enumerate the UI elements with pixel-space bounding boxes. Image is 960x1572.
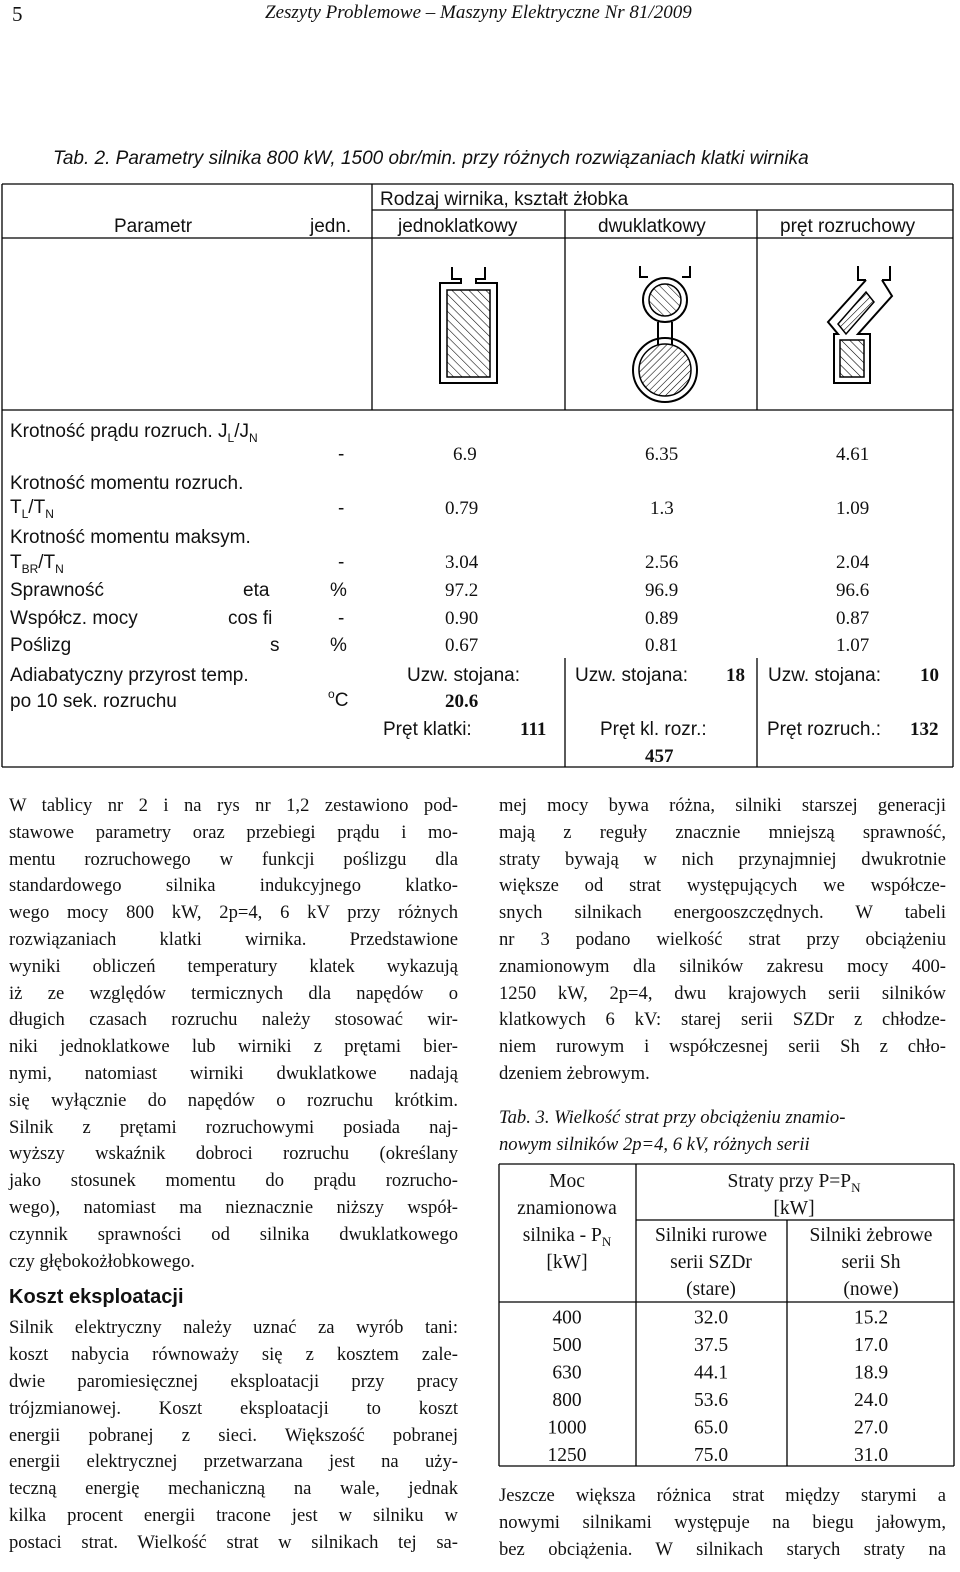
t2-group-header: Rodzaj wirnika, kształt żłobka — [380, 189, 629, 210]
t2-row4-unit: % — [330, 580, 347, 601]
text-line: większe od strat występujących we współcze- — [499, 875, 946, 897]
text-line: iż ze względów termicznych dla napędów o — [9, 982, 458, 1004]
text-line: koszt nabycia równoważy się z kosztem zale- — [9, 1344, 458, 1366]
t3-head-old-1: Silniki rurowe — [654, 1225, 768, 1246]
journal-title: Zeszyty Problemowe – Maszyny Elektryczne Nr 81/2009 — [265, 2, 692, 23]
t3-cell: 53.6 — [693, 1390, 729, 1411]
text-line: kilka procent energii tracone jest w silniku w — [9, 1504, 458, 1526]
double-cage-slot-icon — [633, 266, 697, 402]
t3-head-power-4: [kW] — [546, 1252, 588, 1273]
t2-bar-label-2: Pręt kl. rozr.: — [600, 719, 707, 740]
t3-cell: 1250 — [547, 1445, 587, 1466]
t2-row6-unit: % — [330, 635, 347, 656]
t2-row4-symbol: eta — [243, 580, 270, 601]
text-line: wyniki obliczeń temperatury klatek wykazują — [9, 955, 458, 977]
t3-cell: 800 — [552, 1390, 582, 1411]
t2-stator-label-2: Uzw. stojana: — [575, 665, 688, 686]
t2-row3-label: Krotność momentu maksym. — [10, 527, 251, 548]
t3-cell: 37.5 — [693, 1335, 729, 1356]
t3-head-losses-1: Straty przy $P=P_N$ — [727, 1171, 861, 1195]
t2-row3-v2: 2.56 — [645, 552, 679, 573]
left-paragraph-2 — [9, 1315, 458, 1556]
t2-row2-unit: - — [338, 498, 345, 519]
right-paragraph-2 — [499, 1483, 946, 1563]
text-line: długich czasach rozruchu należy stosować wir- — [9, 1009, 458, 1031]
t2-bar-value-3: 132 — [910, 719, 939, 740]
t2-row5-label: Współcz. mocy — [10, 608, 138, 629]
t2-bar-value-2: 457 — [645, 746, 674, 767]
t2-col-unit: jedn. — [310, 216, 352, 237]
t3-head-old-2: serii SZDr — [670, 1252, 752, 1273]
text-line: wego), natomiast ma nieznacznie niższy współ- — [9, 1196, 458, 1218]
t3-head-power-2: znamionowa — [517, 1198, 617, 1219]
text-line: standardowego silnika indukcyjnego klatko- — [9, 875, 458, 897]
t2-row4-label: Sprawność — [10, 580, 104, 601]
right-column — [499, 793, 946, 1158]
t2-row3-v3: 2.04 — [836, 552, 870, 573]
page-number: 5 — [12, 2, 23, 26]
text-line: czy głębokożłobkowego. — [9, 1250, 195, 1272]
t2-row1-label: Krotność prądu rozruch. $J_L/J_N$ — [10, 421, 258, 445]
text-line: stawowe parametry oraz przebiegi prądu i mo- — [9, 821, 458, 843]
t2-row5-v1: 0.90 — [445, 608, 479, 629]
text-line: bez obciążenia. W silnikach starych straty na — [499, 1538, 946, 1560]
right-paragraph-1 — [499, 793, 946, 1088]
text-line: Silnik z prętami rozruchowymi posiada naj- — [9, 1116, 458, 1138]
text-line: 1250 kW, 2p=4, dwu krajowych serii silników — [499, 982, 946, 1004]
text-line: wego mocy 800 kW, 2p=4, 6 kV przy różnych — [9, 902, 458, 924]
t2-row2-v2: 1.3 — [650, 498, 674, 519]
text-line: dzeniem żebrowym. — [499, 1062, 650, 1084]
text-line: nymi, natomiast wirniki dwuklatkowe nadają — [9, 1062, 458, 1084]
t2-row2-v3: 1.09 — [836, 498, 870, 519]
t2-variant-1: jednoklatkowy — [398, 216, 518, 237]
t2-row5-v2: 0.89 — [645, 608, 679, 629]
t2-row1-v1: 6.9 — [453, 444, 477, 465]
left-column — [9, 793, 458, 1557]
t2-row3-symbol: $T_{BR}/T_N$ — [10, 552, 64, 576]
t3-cell: 31.0 — [853, 1445, 889, 1466]
t2-bar-value-1: 111 — [520, 719, 547, 740]
text-line: wyższy wskaźnik dobroci rozruchu (określany — [9, 1143, 458, 1165]
single-cage-slot-icon — [440, 267, 497, 383]
t2-row5-symbol: cos fi — [228, 608, 273, 629]
text-line: postaci strat. Wielkość strat w silnikach tej sa- — [9, 1531, 458, 1553]
text-line: niem rurowym i współczesnej serii Sh z chło- — [499, 1036, 946, 1058]
t3-rows — [548, 1308, 889, 1467]
t2-row3-unit: - — [338, 552, 345, 573]
t3-cell: 630 — [552, 1362, 582, 1384]
table2-caption: Tab. 2. Parametry silnika 800 kW, 1500 obr/min. przy różnych rozwiązaniach klatki wirnika — [53, 148, 809, 169]
starting-bar-slot-icon — [828, 266, 892, 383]
text-line: mentu rozruchowego w funkcji poślizgu dla — [9, 848, 458, 870]
text-line: Silnik elektryczny należy uznać za wyrób tani: — [9, 1317, 458, 1339]
text-line: nr 3 podano wielkość strat przy obciążeniu — [499, 928, 946, 950]
t3-cell: 18.9 — [853, 1362, 889, 1384]
t2-row2-v1: 0.79 — [445, 498, 479, 519]
t2-temp-label-1: Adiabatyczny przyrost temp. — [10, 665, 249, 686]
t2-col-param: Parametr — [114, 216, 193, 237]
text-line: mej mocy bywa różna, silniki starszej generacji — [499, 795, 946, 816]
table3-caption — [499, 1105, 946, 1159]
text-line: dwie paromiesięcznej eksploatacji przy pracy — [9, 1370, 458, 1392]
t2-row4-v3: 96.6 — [836, 580, 870, 601]
t2-row5-v3: 0.87 — [836, 608, 870, 629]
t2-stator-value-2: 18 — [726, 665, 745, 686]
t2-row6-label: Poślizg — [10, 635, 72, 656]
t3-cell: 27.0 — [853, 1417, 889, 1439]
table3-caption-line: Tab. 3. Wielkość strat przy obciążeniu znamio- — [499, 1106, 846, 1128]
t2-temp-unit: $^o$C — [328, 687, 349, 711]
t2-row6-symbol: s — [270, 635, 280, 656]
t2-row6-v3: 1.07 — [836, 635, 870, 656]
t2-row1-unit: - — [338, 444, 345, 465]
t2-stator-value-1: 20.6 — [445, 691, 479, 712]
t2-row2-symbol: $T_L/T_N$ — [10, 497, 54, 521]
t2-row2-label: Krotność momentu rozruch. — [10, 473, 244, 494]
text-line: jako stosunek momentu do prądu rozrucho- — [9, 1170, 458, 1192]
t3-head-old-3: (stare) — [686, 1279, 736, 1300]
text-line: snych silnikach energooszczędnych. W tabeli — [499, 902, 946, 924]
t3-cell: 65.0 — [693, 1417, 729, 1439]
t2-temp-label-2: po 10 sek. rozruchu — [10, 691, 177, 712]
t2-stator-label-1: Uzw. stojana: — [407, 665, 520, 686]
t3-head-power-1: Moc — [549, 1171, 585, 1192]
t2-variant-3: pręt rozruchowy — [780, 216, 916, 237]
t2-bar-label-3: Pręt rozruch.: — [767, 719, 882, 740]
t2-row4-v2: 96.9 — [645, 580, 679, 601]
t3-cell: 32.0 — [693, 1307, 729, 1329]
table2 — [0, 182, 955, 768]
text-line: się wyłącznie do napędów o rozruchu krótkim. — [9, 1089, 458, 1111]
left-paragraph-1 — [9, 793, 458, 1275]
text-line: nowymi silnikami występuje na biegu jałowym, — [499, 1511, 946, 1533]
t2-stator-value-3: 10 — [920, 665, 939, 686]
t2-row1-v2: 6.35 — [645, 444, 679, 465]
right-column-end — [499, 1483, 946, 1563]
t2-row4-v1: 97.2 — [445, 580, 479, 601]
t3-head-losses-2: [kW] — [773, 1198, 815, 1219]
t3-head-new-3: (nowe) — [843, 1279, 899, 1300]
text-line: znamionowym dla silników zakresu mocy 400- — [499, 955, 946, 977]
t2-row5-unit: - — [338, 608, 345, 629]
text-line: teczną energię mechaniczną na wale, jednak — [9, 1478, 458, 1500]
text-line: energii elektrycznej przetwarzana jest na uży- — [9, 1451, 458, 1473]
text-line: czynnik sprawności od silnika dwuklatkowego — [9, 1223, 458, 1245]
t3-cell: 500 — [552, 1335, 582, 1356]
text-line: straty bywają w nich przynajmniej dwukrotnie — [499, 848, 946, 870]
text-line: energii pobranej z sieci. Większość pobranej — [9, 1424, 458, 1446]
t3-head-new-2: serii Sh — [841, 1252, 901, 1273]
table3 — [498, 1162, 956, 1468]
t3-head-power-3: silnika - $P_N$ — [522, 1225, 612, 1249]
t3-cell: 15.2 — [853, 1307, 889, 1329]
text-line: klatkowych 6 kV: starej serii SZDr z chłodze- — [499, 1009, 946, 1031]
text-line: mają z reguły znacznie mniejszą sprawność, — [499, 821, 946, 843]
t2-row3-v1: 3.04 — [445, 552, 479, 573]
text-line: niki jednoklatkowe lub wirniki z prętami bier- — [9, 1036, 458, 1058]
t2-row1-v3: 4.61 — [836, 444, 870, 465]
text-line: rozwiązaniach klatki wirnika. Przedstawione — [9, 928, 458, 950]
t3-cell: 24.0 — [853, 1390, 889, 1411]
section-title: Koszt eksploatacji — [9, 1286, 184, 1309]
t3-head-new-1: Silniki żebrowe — [809, 1225, 933, 1246]
t2-row6-v1: 0.67 — [445, 635, 479, 656]
table3-caption-line: nowym silników 2p=4, 6 kV, różnych serii — [499, 1133, 810, 1155]
t3-cell: 17.0 — [853, 1335, 889, 1356]
text-line: W tablicy nr 2 i na rys nr 1,2 zestawiono pod- — [9, 795, 458, 816]
t2-stator-label-3: Uzw. stojana: — [768, 665, 881, 686]
text-line: trójzmianowej. Koszt eksploatacji to koszt — [9, 1397, 458, 1419]
t2-variant-2: dwuklatkowy — [598, 216, 706, 237]
text-line: Jeszcze większa różnica strat między starymi a — [499, 1485, 946, 1506]
t2-bar-label-1: Pręt klatki: — [383, 719, 472, 740]
t3-cell: 44.1 — [693, 1362, 729, 1384]
t3-cell: 400 — [552, 1307, 582, 1329]
t2-row6-v2: 0.81 — [645, 635, 679, 656]
t3-cell: 75.0 — [693, 1445, 729, 1466]
t3-cell: 1000 — [547, 1417, 587, 1439]
